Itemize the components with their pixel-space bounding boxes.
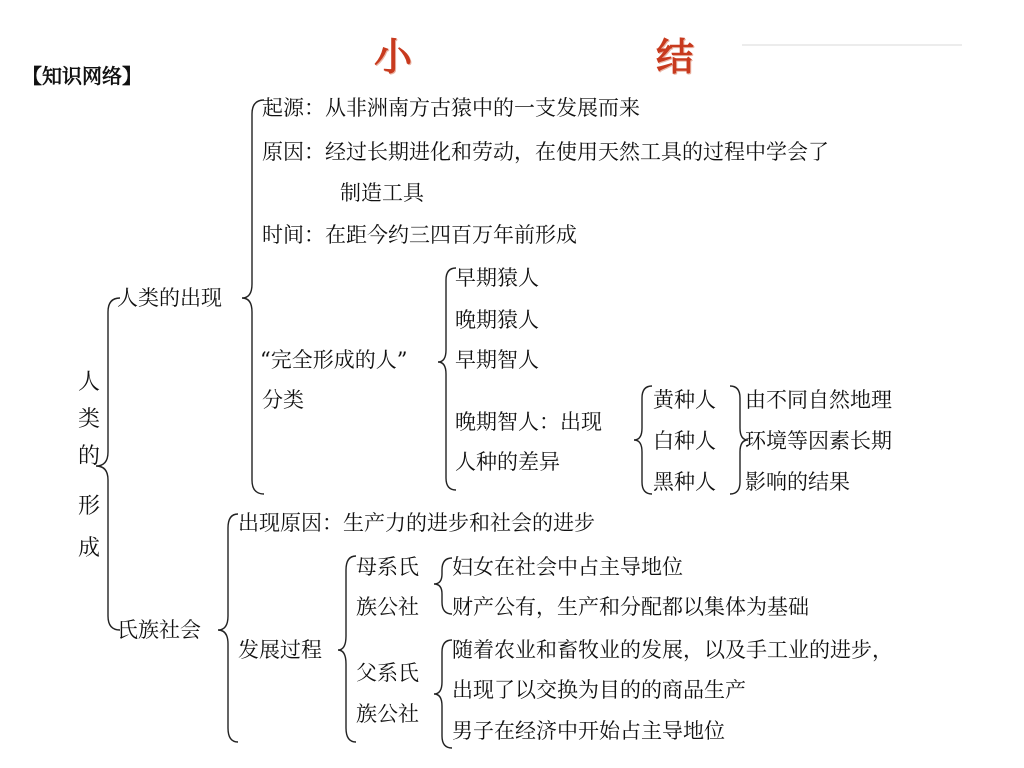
classification-label-line2: 分类 xyxy=(262,388,304,412)
section-tag: 【知识网络】 xyxy=(22,64,142,88)
reason-text-line2: 制造工具 xyxy=(340,181,424,205)
patriarchal-item-1: 随着农业和畜牧业的发展，以及手工业的进步， xyxy=(452,638,893,662)
patriarchal-label-line1: 父系氏 xyxy=(356,661,419,685)
matriarchal-brace xyxy=(434,558,452,614)
matriarchal-label-line2: 族公社 xyxy=(356,595,419,619)
reason-text-line1: 原因：经过长期进化和劳动，在使用天然工具的过程中学会了 xyxy=(262,140,829,164)
process-label: 发展过程 xyxy=(238,638,322,662)
race-cause-line2: 环境等因素长期 xyxy=(745,429,892,453)
patriarchal-item-3: 男子在经济中开始占主导地位 xyxy=(452,719,725,743)
root-char-3: 的 xyxy=(78,444,101,469)
process-brace xyxy=(338,556,356,742)
matriarchal-label-line1: 母系氏 xyxy=(356,555,419,579)
classification-brace xyxy=(438,268,456,490)
class-item-early-ape-man: 早期猿人 xyxy=(455,266,539,290)
race-yellow: 黄种人 xyxy=(653,388,716,412)
branch-clan-label: 氏族社会 xyxy=(117,618,201,642)
patriarchal-label-line2: 族公社 xyxy=(356,702,419,726)
root-char-2: 类 xyxy=(78,407,101,432)
title-char-right: 结 xyxy=(656,34,695,79)
race-brace xyxy=(634,386,652,494)
time-text: 时间：在距今约三四百万年前形成 xyxy=(262,223,577,247)
class-item-early-sapiens: 早期智人 xyxy=(455,348,539,372)
matriarchal-item-1: 妇女在社会中占主导地位 xyxy=(452,555,683,579)
root-char-5: 成 xyxy=(78,536,101,561)
late-sapiens-line2: 人种的差异 xyxy=(455,450,560,474)
branch-appearance-label: 人类的出现 xyxy=(117,286,222,310)
origin-text: 起源：从非洲南方古猿中的一支发展而来 xyxy=(262,96,640,120)
patriarchal-item-2: 出现了以交换为目的的商品生产 xyxy=(452,678,746,702)
class-item-late-ape-man: 晚期猿人 xyxy=(455,308,539,332)
race-cause-line1: 由不同自然地理 xyxy=(745,388,892,412)
clan-cause-text: 出现原因：生产力的进步和社会的进步 xyxy=(238,511,595,535)
matriarchal-item-2: 财产公有，生产和分配都以集体为基础 xyxy=(452,595,809,619)
race-cause-line3: 影响的结果 xyxy=(745,470,850,494)
race-white: 白种人 xyxy=(653,429,716,453)
patriarchal-brace xyxy=(434,640,452,748)
title-char-left: 小 xyxy=(374,34,413,79)
classification-label-line1: “完全形成的人” xyxy=(260,348,408,372)
late-sapiens-line1: 晚期智人：出现 xyxy=(455,410,602,434)
appearance-brace xyxy=(242,100,264,494)
clan-brace xyxy=(218,514,238,742)
root-char-1: 人 xyxy=(78,370,101,395)
race-black: 黑种人 xyxy=(653,470,716,494)
root-char-4: 形 xyxy=(78,494,101,519)
